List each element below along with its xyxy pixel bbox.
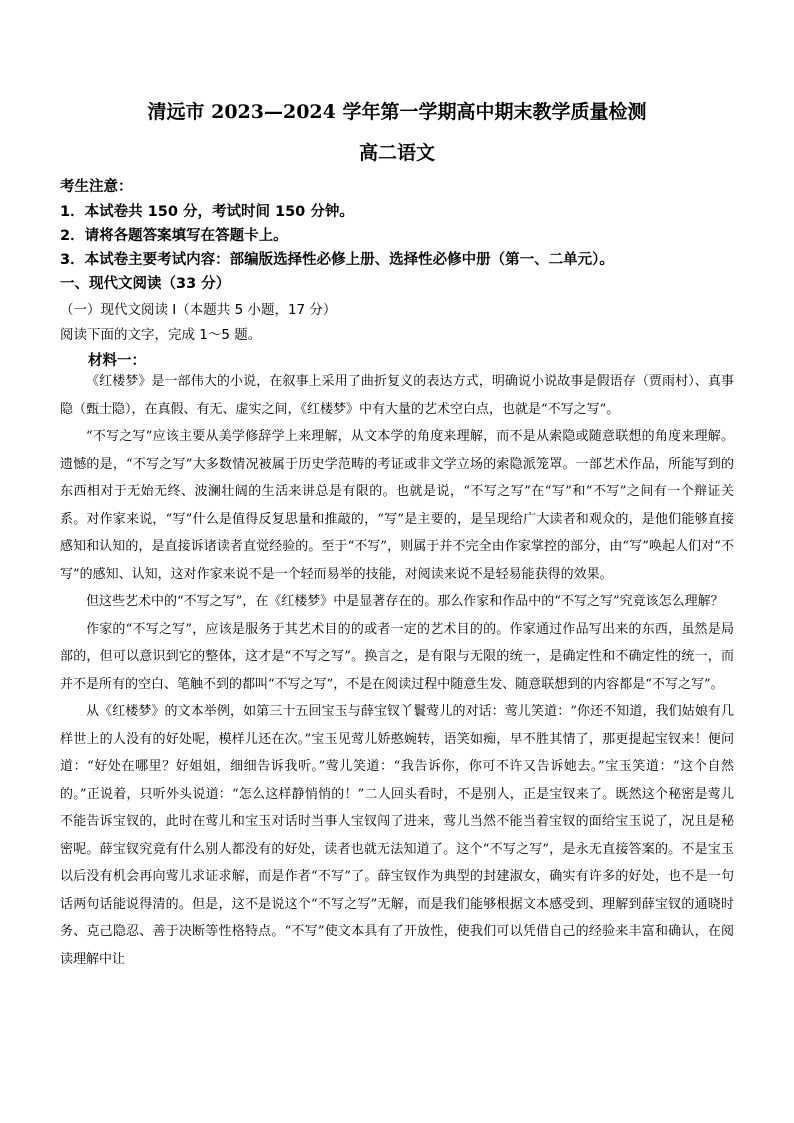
passage-body — [60, 368, 734, 973]
passage-paragraph-2: “不写之写”应该主要从美学修辞学上来理解，从文本学的角度来理解，而不是从索隐或随意联想的角度来理解。遗憾的是，“不写之写”大多数情况被属于历史学范畴的考证或非文学立场的索隐派笼罩。一部艺术作品，所能写到的东西相对于无始无终、波澜壮阔的生活来讲总是有限的。也就是说，“不写之写”在“写”和“不写”之间有一个辩证关系。对作家来说，“写”什么是值得反复思量和推敲的，“写”是主要的，是呈现给广大读者和观众的，是他们能够直接感知和认知的，是直接诉诸读者直觉经验的。至于“不写”，则属于并不完全由作家掌控的部分，由“写”唤起人们对“不写”的感知、认知，这对作家来说不是一个轻而易举的技能，对阅读来说不是轻易能获得的效果。 — [60, 429, 734, 582]
reading-instruction: 阅读下面的文字，完成 1～5 题。 — [60, 327, 262, 343]
notice-item-3: 3．本试卷主要考试内容：部编版选择性必修上册、选择性必修中册（第一、二单元）。 — [60, 252, 614, 268]
passage-paragraph-1: 《红楼梦》是一部伟大的小说，在叙事上采用了曲折复义的表达方式，明确说小说故事是假语存（贾雨村）、真事隐（甄士隐），在真假、有无、虚实之间，《红楼梦》中有大量的艺术空白点，也就是“不写之写”。 — [60, 374, 734, 417]
passage-paragraph-3: 但这些艺术中的“不写之写”，在《红楼梦》中是显著存在的。那么作家和作品中的“不写之写”究竟该怎么理解？ — [86, 594, 724, 609]
material-label: 材料一： — [88, 353, 146, 369]
notice-heading: 考生注意： — [60, 179, 133, 195]
passage-paragraph-5: 从《红楼梦》的文本举例，如第三十五回宝玉与薛宝钗丫鬟莺儿的对话：莺儿笑道：“你还不知道，我们姑娘有几样世上的人没有的好处呢，模样儿还在次。”宝玉见莺儿娇憨婉转，语笑如痴，早不胜其情了，那更提起宝钗来！便问道：“好处在哪里？好姐姐，细细告诉我听。”莺儿笑道：“我告诉你，你可不许又告诉她去。”宝玉笑道：“这个自然的。”正说着，只听外头说道：“怎么这样静悄悄的！”二人回头看时，不是别人，正是宝钗来了。既然这个秘密是莺儿不能告诉宝钗的，此时在莺儿和宝玉对话时当事人宝钗闯了进来，莺儿当然不能当着宝钗的面给宝玉说了，况且是秘密呢。薛宝钗究竟有什么别人都没有的好处，读者也就无法知道了。这个“不写之写”，是永无直接答案的。不是宝玉以后没有机会再向莺儿求证求解，而是作者“不写”了。薛宝钗作为典型的封建淑女，确实有许多的好处，也不是一句话两句话能说得清的。但是，这不是说这个“不写之写”无解，而是我们能够根据文本感受到、理解到薛宝钗的通晓时务、克己隐忍、善于决断等性格特点。“不写”使文本具有了开放性，使我们可以凭借自己的经验来丰富和确认，在阅读理解中让 — [60, 704, 734, 967]
exam-title: 清远市 2023—2024 学年第一学期高中期末教学质量检测 — [147, 101, 647, 123]
section-heading: 一、现代文阅读（33 分） — [60, 276, 231, 292]
notice-item-1: 1．本试卷共 150 分，考试时间 150 分钟。 — [60, 204, 354, 220]
notice-item-2: 2．请将各题答案填写在答题卡上。 — [60, 228, 288, 244]
exam-subject: 高二语文 — [358, 142, 435, 164]
passage-paragraph-4: 作家的“不写之写”，应该是服务于其艺术目的的或者一定的艺术目的的。作家通过作品写出来的东西，虽然是局部的，但可以意识到它的整体，这才是“不写之写”。换言之，是有限与无限的统一，是确定性和不确定性的统一，而并不是所有的空白、笔触不到的都叫“不写之写”，不是在阅读过程中随意生发、随意联想到的内容都是“不写之写”。 — [60, 621, 734, 692]
section-sub-heading: （一）现代文阅读 I（本题共 5 小题，17 分） — [60, 302, 337, 318]
